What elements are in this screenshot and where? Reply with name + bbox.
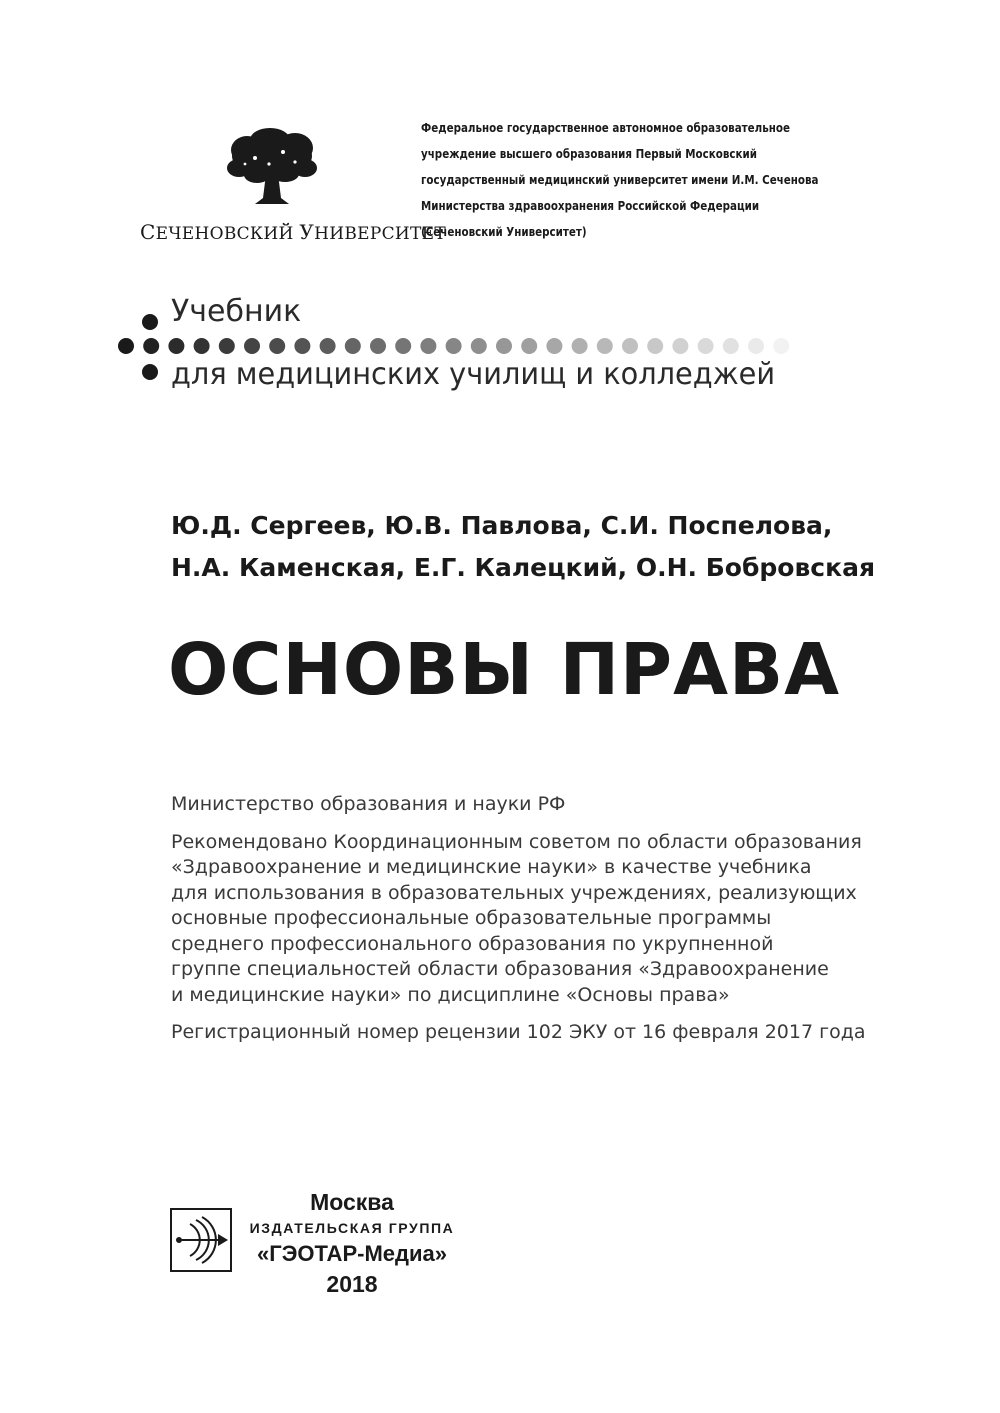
- series-dot-icon: [142, 314, 158, 330]
- divider-dot: [118, 338, 134, 354]
- publication-year: 2018: [326, 1271, 378, 1297]
- divider-dot: [647, 338, 663, 354]
- registration-number: Регистрационный номер рецензии 102 ЭКУ от 16 февраля 2017 года: [171, 1021, 866, 1043]
- recommendation-line: для использования в образовательных учреждениях, реализующих: [171, 881, 857, 904]
- divider-dot: [748, 338, 764, 354]
- series-type: Учебник: [171, 294, 302, 329]
- institution-line: государственный медицинский университет имени И.М. Сеченова: [421, 173, 819, 187]
- divider-dot: [143, 338, 159, 354]
- divider-dot: [698, 338, 714, 354]
- university-logo: [140, 128, 447, 248]
- divider-dot: [370, 338, 386, 354]
- recommendation-line: и медицинские науки» по дисциплине «Основы права»: [171, 983, 730, 1006]
- institution-line: Федеральное государственное автономное образовательное: [421, 121, 790, 135]
- institution-line: Министерства здравоохранения Российской Федерации: [421, 199, 760, 213]
- ministry: Министерство образования и науки РФ: [171, 793, 566, 815]
- divider-dot: [521, 338, 537, 354]
- divider-dot: [723, 338, 739, 354]
- divider-dot: [269, 338, 285, 354]
- divider-dot: [194, 338, 210, 354]
- divider-dot: [496, 338, 512, 354]
- publisher-name: «ГЭОТАР-Медиа»: [257, 1241, 447, 1266]
- authors-line: Ю.Д. Сергеев, Ю.В. Павлова, С.И. Поспелова,: [171, 511, 833, 540]
- divider-dot: [420, 338, 436, 354]
- publisher-block: [236, 1186, 468, 1298]
- divider-dot: [320, 338, 336, 354]
- book-title: ОСНОВЫ ПРАВА: [168, 628, 841, 711]
- authors: [171, 505, 875, 589]
- divider-dot: [446, 338, 462, 354]
- divider-dot: [294, 338, 310, 354]
- recommendation-line: среднего профессионального образования по укрупненной: [171, 932, 774, 955]
- divider-dot: [168, 338, 184, 354]
- divider-dot: [672, 338, 688, 354]
- authors-line: Н.А. Каменская, Е.Г. Калецкий, О.Н. Бобровская: [171, 553, 876, 582]
- geotar-logo-icon: [170, 1208, 232, 1272]
- divider-dot: [572, 338, 588, 354]
- university-name: СЕЧЕНОВСКИЙ УНИВЕРСИТЕТ: [140, 220, 447, 244]
- divider-dot: [345, 338, 361, 354]
- divider-dot: [395, 338, 411, 354]
- divider-dot: [597, 338, 613, 354]
- publisher-group-label: ИЗДАТЕЛЬСКАЯ ГРУППА: [249, 1220, 455, 1236]
- institution-line: учреждение высшего образования Первый Московский: [421, 147, 757, 161]
- divider-dot: [219, 338, 235, 354]
- divider-dot: [546, 338, 562, 354]
- publisher-city: Москва: [310, 1189, 394, 1215]
- oak-tree-icon: [225, 128, 320, 208]
- recommendation-line: «Здравоохранение и медицинские науки» в качестве учебника: [171, 856, 812, 878]
- divider-dot: [622, 338, 638, 354]
- recommendation: [171, 830, 911, 1009]
- approval-block: [171, 792, 911, 1046]
- series-dot-icon: [142, 364, 158, 380]
- recommendation-line: группе специальностей области образования «Здравоохранение: [171, 958, 829, 980]
- recommendation-line: Рекомендовано Координационным советом по области образования: [171, 830, 862, 853]
- recommendation-line: основные профессиональные образовательные программы: [171, 907, 772, 929]
- divider-dot: [244, 338, 260, 354]
- series-audience: для медицинских училищ и колледжей: [171, 357, 776, 392]
- institution-name: [421, 115, 819, 245]
- divider-dot: [773, 338, 789, 354]
- divider-dot: [471, 338, 487, 354]
- institution-line: (Сеченовский Университет): [421, 225, 587, 239]
